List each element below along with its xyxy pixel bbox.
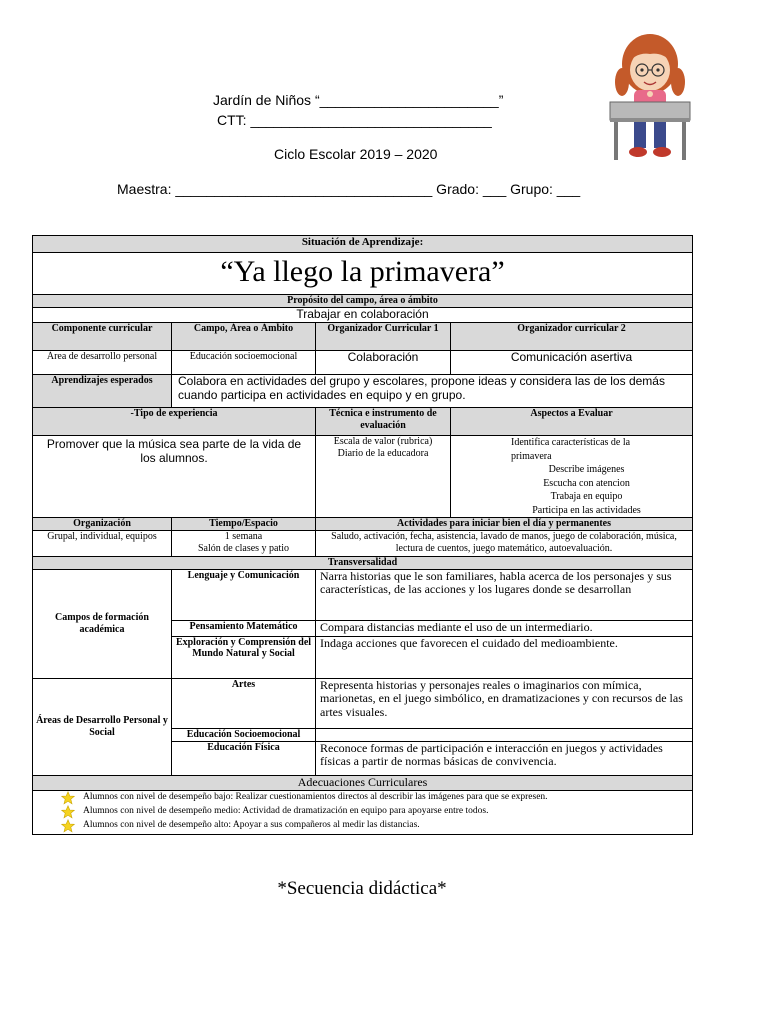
situacion-label: Situación de Aprendizaje: bbox=[33, 236, 693, 253]
fisica-label: Educación Física bbox=[172, 741, 316, 775]
adecuaciones-label: Adecuaciones Curriculares bbox=[33, 775, 693, 790]
tiempo-item: 1 semana bbox=[224, 531, 263, 542]
lenguaje-label: Lenguaje y Comunicación bbox=[172, 569, 316, 620]
actividades-value: Saludo, activación, fecha, asistencia, lavado de manos, juego de colaboración, música, lectura de cuentos, juego matemático, autoevaluación. bbox=[316, 531, 693, 557]
pensamiento-value: Compara distancias mediante el uso de un intermediario. bbox=[316, 620, 693, 636]
adecuacion-text: Alumnos con nivel de desempeño bajo: Realizar cuestionamientos directos al describir las imágenes para que se expresen. bbox=[83, 792, 548, 803]
transversalidad-label: Transversalidad bbox=[33, 557, 693, 570]
socioemocional-label: Educación Socioemocional bbox=[172, 728, 316, 741]
tiempo-label: Tiempo/Espacio bbox=[172, 518, 316, 531]
pensamiento-label: Pensamiento Matemático bbox=[172, 620, 316, 636]
planning-table bbox=[32, 235, 693, 835]
exploracion-label: Exploración y Comprensión del Mundo Natural y Social bbox=[172, 636, 316, 678]
secuencia-didactica-heading: *Secuencia didáctica* bbox=[277, 878, 447, 899]
star-icon bbox=[61, 819, 75, 833]
aspecto-item: Trabaja en equipo bbox=[550, 491, 623, 502]
jardin-line: Jardín de Niños “_______________________” bbox=[213, 92, 504, 108]
campo-value: Educación socioemocional bbox=[172, 351, 316, 375]
lenguaje-value: Narra historias que le son familiares, habla acerca de los personajes y sus características, de las acciones y los lugares donde se desarrollan bbox=[316, 569, 693, 620]
col-organizador-1: Organizador Curricular 1 bbox=[316, 323, 451, 351]
tiempo-item: Salón de clases y patio bbox=[197, 542, 290, 554]
ctt-line: CTT: _______________________________ bbox=[217, 112, 492, 128]
aspecto-item: Escucha con atencion bbox=[543, 477, 630, 489]
artes-label: Artes bbox=[172, 678, 316, 728]
artes-value: Representa historias y personajes reales o imaginarios con mímica, marionetas, en el juego simbólico, en dramatizaciones y con recursos de las artes visuales. bbox=[316, 678, 693, 728]
proposito-label: Propósito del campo, área o ámbito bbox=[33, 295, 693, 308]
socioemocional-value bbox=[316, 728, 693, 741]
situacion-title: “Ya llego la primavera” bbox=[33, 253, 693, 295]
componente-value: Área de desarrollo personal bbox=[33, 351, 172, 375]
tecnica-item: Escala de valor (rubrica) bbox=[333, 436, 433, 447]
aspectos-label: Aspectos a Evaluar bbox=[451, 408, 693, 436]
tipo-experiencia-label: -Tipo de experiencia bbox=[33, 408, 316, 436]
adecuacion-item bbox=[35, 805, 690, 819]
tecnica-values bbox=[316, 436, 451, 518]
actividades-label: Actividades para iniciar bien el día y permanentes bbox=[316, 518, 693, 531]
adecuacion-text: Alumnos con nivel de desempeño medio: Actividad de dramatización en equipo para apoyarse entre todos. bbox=[83, 806, 489, 817]
star-icon bbox=[61, 791, 75, 805]
aspecto-item: Participa en las actividades bbox=[532, 504, 641, 516]
col-organizador-2: Organizador curricular 2 bbox=[451, 323, 693, 351]
tipo-experiencia-value: Promover que la música sea parte de la vida de los alumnos. bbox=[33, 436, 316, 518]
aprendizajes-label: Aprendizajes esperados bbox=[33, 375, 172, 408]
organizacion-value: Grupal, individual, equipos bbox=[33, 531, 172, 557]
tecnica-label: Técnica e instrumento de evaluación bbox=[316, 408, 451, 436]
exploracion-value: Indaga acciones que favorecen el cuidado del medioambiente. bbox=[316, 636, 693, 678]
col-campo: Campo, Área o Ámbito bbox=[172, 323, 316, 351]
aspecto-item: Describe imágenes bbox=[548, 464, 625, 475]
campos-formacion-label: Campos de formación académica bbox=[33, 569, 172, 678]
girl-at-desk-icon bbox=[604, 32, 696, 164]
adecuacion-item bbox=[35, 819, 690, 833]
aprendizajes-value: Colabora en actividades del grupo y escolares, propone ideas y considera las de los demás cuando participa en actividades en equipo y en grupo. bbox=[172, 375, 693, 408]
adecuaciones-list bbox=[33, 790, 693, 834]
ciclo-escolar: Ciclo Escolar 2019 – 2020 bbox=[274, 146, 438, 162]
fisica-value: Reconoce formas de participación e interacción en juegos y actividades físicas a partir de normas básicas de convivencia. bbox=[316, 741, 693, 775]
adecuacion-item bbox=[35, 791, 690, 805]
organizador-1-value: Colaboración bbox=[316, 351, 451, 375]
col-componente: Componente curricular bbox=[33, 323, 172, 351]
aspecto-item: Identifica características de la primavera bbox=[511, 437, 631, 462]
areas-desarrollo-label: Áreas de Desarrollo Personal y Social bbox=[33, 678, 172, 775]
organizador-2-value: Comunicación asertiva bbox=[451, 351, 693, 375]
maestra-grado-grupo-line: Maestra: _________________________________ Grado: ___ Grupo: ___ bbox=[117, 181, 581, 197]
aspectos-values bbox=[451, 436, 693, 518]
adecuacion-text: Alumnos con nivel de desempeño alto: Apoyar a sus compañeros al medir las distancias. bbox=[83, 820, 420, 831]
star-icon bbox=[61, 805, 75, 819]
tecnica-item: Diario de la educadora bbox=[337, 447, 429, 459]
proposito-value: Trabajar en colaboración bbox=[33, 308, 693, 323]
tiempo-values bbox=[172, 531, 316, 557]
organizacion-label: Organización bbox=[33, 518, 172, 531]
